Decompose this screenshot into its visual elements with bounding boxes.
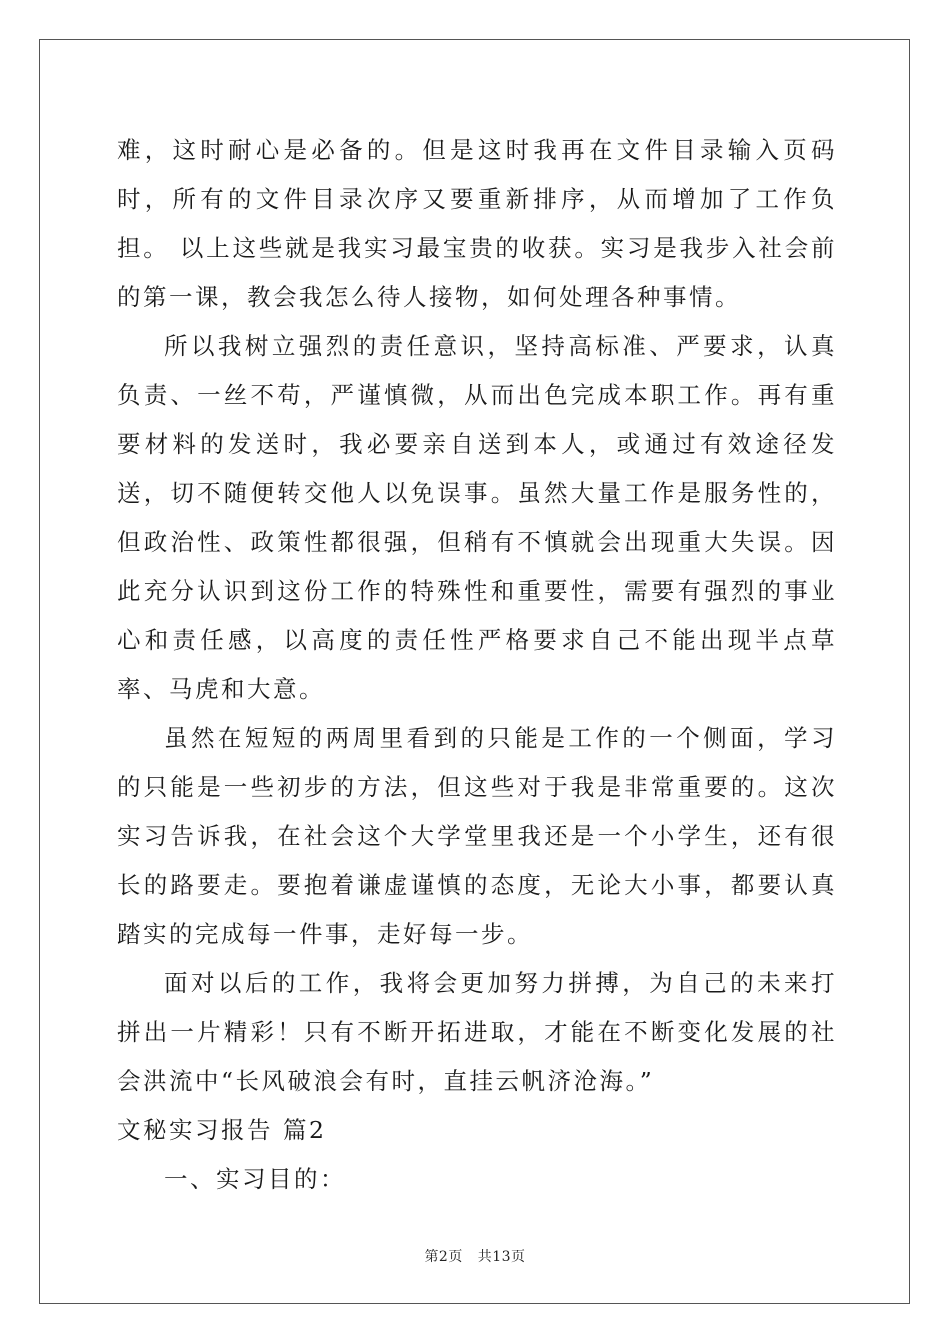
paragraph-4: 面对以后的工作，我将会更加努力拼搏，为自己的未来打拼出一片精彩！只有不断开拓进取，才能在不断变化发展的社会洪流中“长风破浪会有时，直挂云帆济沧海。” [117,969,837,1095]
paragraph-1: 难，这时耐心是必备的。但是这时我再在文件目录输入页码时，所有的文件目录次序又要重新排序，从而增加了工作负担。 以上这些就是我实习最宝贵的收获。实习是我步入社会前的第一课，教会我怎么待人接物，如何处理各种事情。 [117,136,837,311]
document-body [117,126,837,1204]
paragraph-2: 所以我树立强烈的责任意识，坚持高标准、严要求，认真负责、一丝不苟，严谨慎微，从而出色完成本职工作。再有重要材料的发送时，我必要亲自送到本人，或通过有效途径发送，切不随便转交他人以免误事。虽然大量工作是服务性的，但政治性、政策性都很强，但稍有不慎就会出现重大失误。因此充分认识到这份工作的特殊性和重要性，需要有强烈的事业心和责任感，以高度的责任性严格要求自己不能出现半点草率、马虎和大意。 [117,332,837,703]
total-pages: 共13页 [477,1249,526,1265]
section-heading: 文秘实习报告 篇2 [117,1116,327,1144]
paragraph-3: 虽然在短短的两周里看到的只能是工作的一个侧面，学习的只能是一些初步的方法，但这些对于我是非常重要的。这次实习告诉我，在社会这个大学堂里我还是一个小学生，还有很长的路要走。要抱着谦虚谨慎的态度，无论大小事，都要认真踏实的完成每一件事，走好每一步。 [117,724,837,948]
page-footer [0,1246,950,1266]
section-subheading: 一、实习目的： [164,1165,346,1193]
page-number: 第2页 [424,1249,463,1265]
